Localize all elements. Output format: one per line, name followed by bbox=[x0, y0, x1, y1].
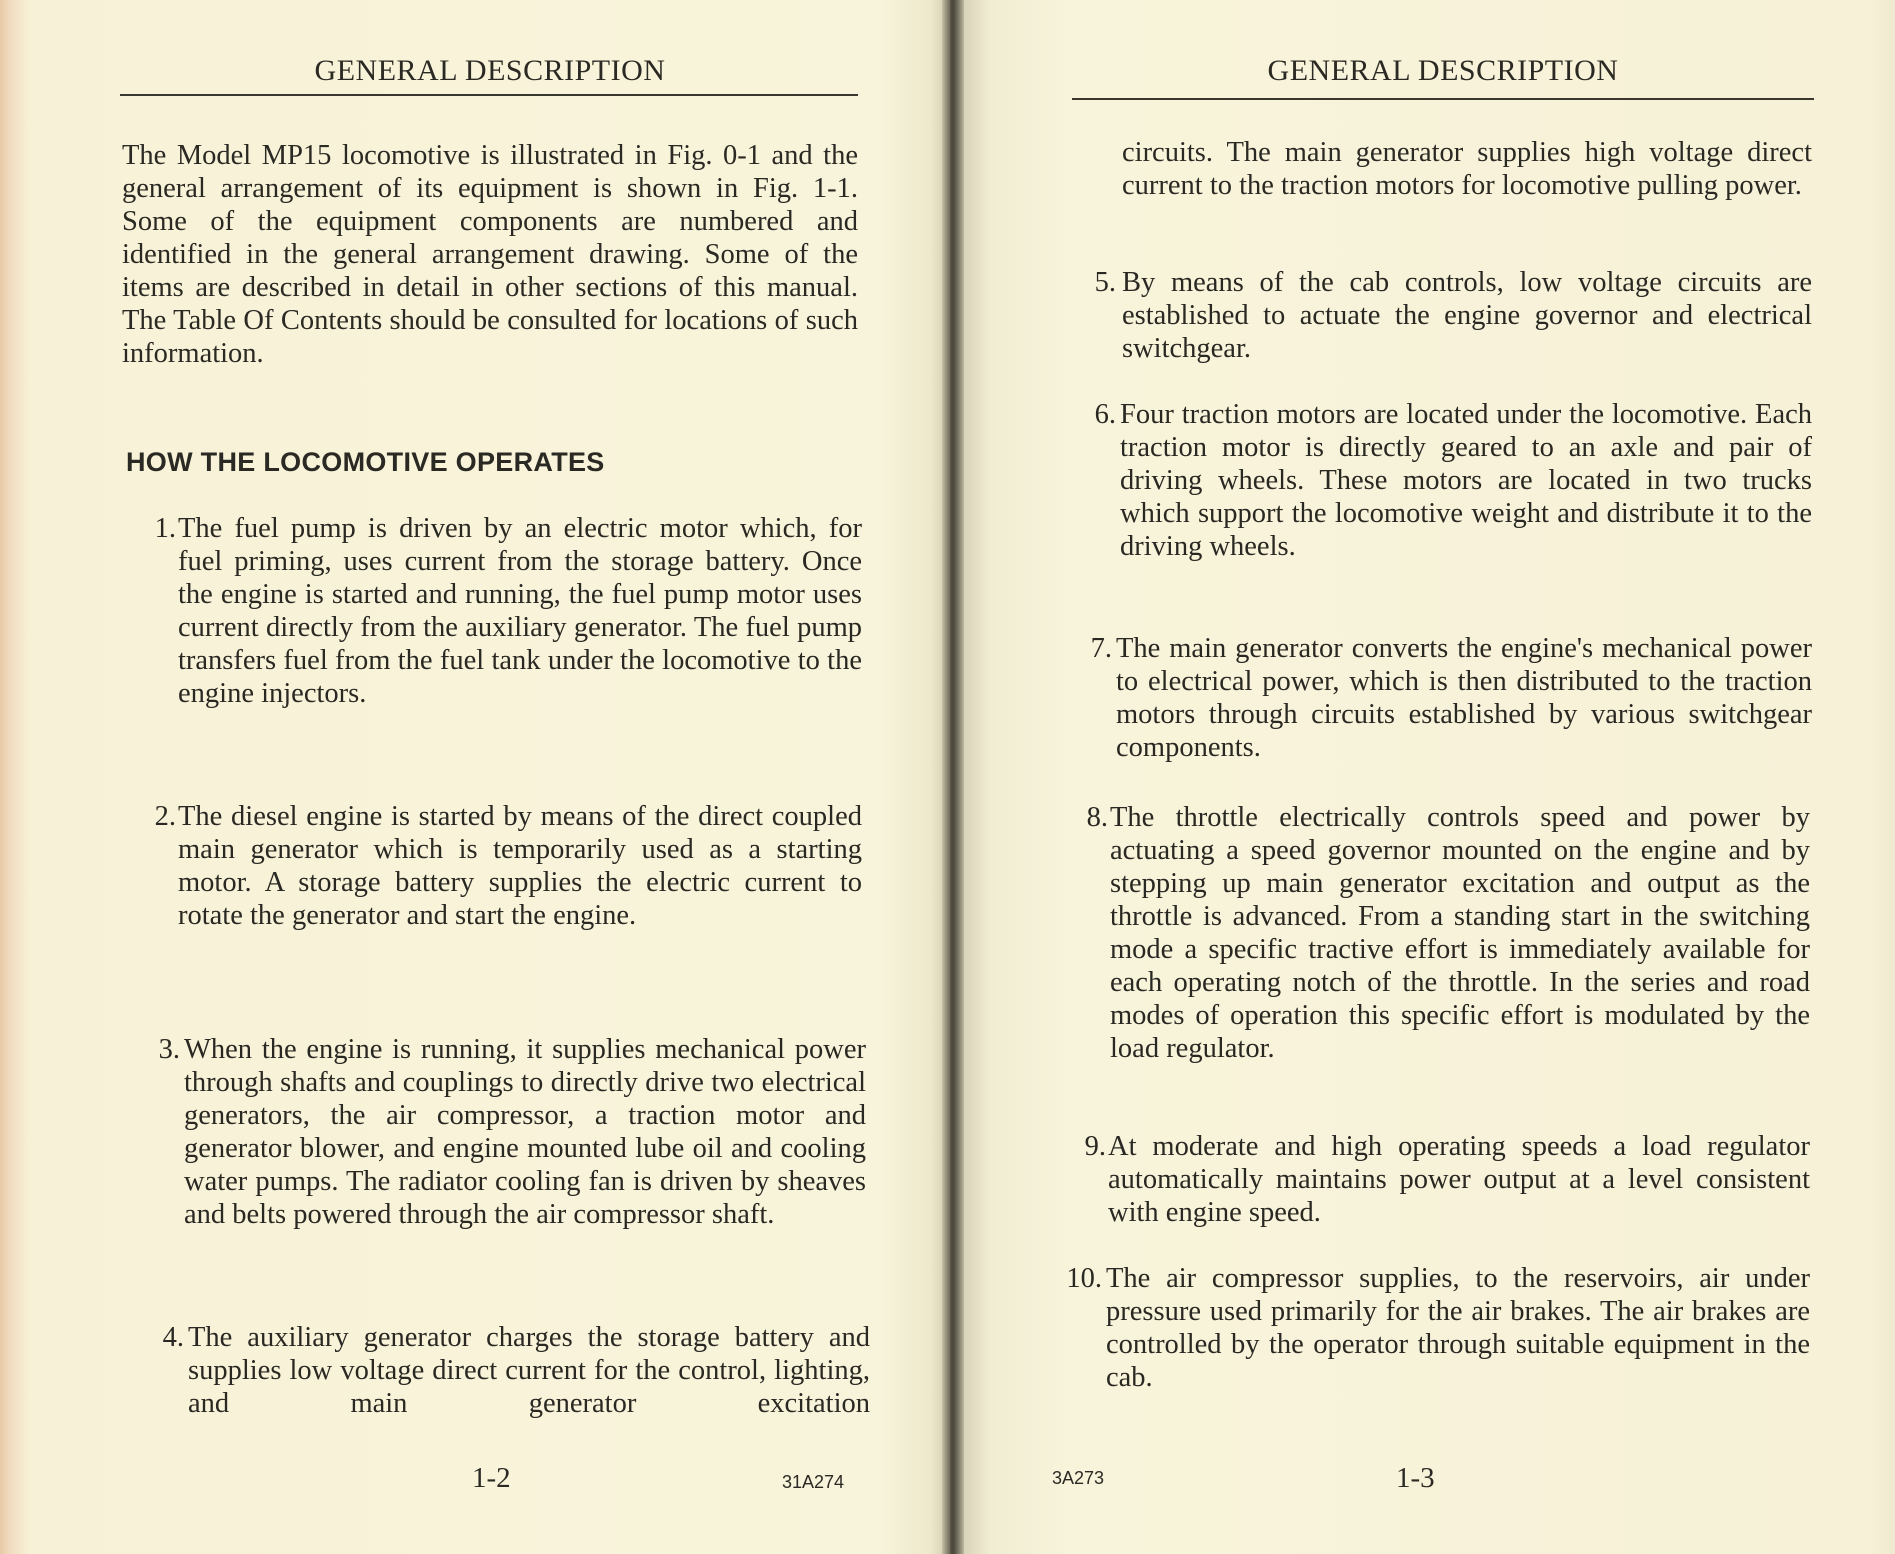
list-item-text: The auxiliary generator charges the storage battery and supplies low voltage direct current for the control, lighting, and main generator excitation bbox=[188, 1322, 870, 1419]
list-item-number: 7. bbox=[1090, 633, 1112, 664]
list-item-number: 10. bbox=[1066, 1263, 1102, 1294]
list-item-text: Four traction motors are located under the locomotive. Each traction motor is directly geared to an axle and pair of driving wheels. These motors are located in two trucks which support the locomotive weight and distribute it to the driving wheels. bbox=[1120, 399, 1812, 562]
list-item-text: The air compressor supplies, to the reservoirs, air under pressure used primarily for the air brakes. The air brakes are controlled by the operator through suitable equipment in the cab. bbox=[1106, 1263, 1810, 1393]
left-page-number: 1-2 bbox=[472, 1462, 511, 1494]
list-item-text: When the engine is running, it supplies mechanical power through shafts and couplings to directly drive two electrical generators, the air compressor, a traction motor and generator blower, and engine mounted lube oil and cooling water pumps. The radiator cooling fan is driven by sheaves and belts powered through the air compressor shaft. bbox=[184, 1034, 866, 1230]
list-item-number: 6. bbox=[1094, 399, 1116, 430]
list-item-text: By means of the cab controls, low voltage circuits are established to actuate the engine governor and electrical switchgear. bbox=[1122, 267, 1812, 364]
list-item-number: 5. bbox=[1094, 267, 1116, 298]
right-document-code: 3A273 bbox=[1052, 1468, 1105, 1488]
left-intro-paragraph: The Model MP15 locomotive is illustrated in Fig. 0-1 and the general arrangement of its equipment is shown in Fig. 1-1. Some of the equipment components are numbered and identified in the general arrangement drawing. Some of the items are described in detail in other sections of this manual. The Table Of Contents should be consulted for locations of such information. bbox=[122, 140, 858, 369]
book-gutter bbox=[942, 0, 964, 1554]
list-item-text: At moderate and high operating speeds a load regulator automatically maintains power output at a level consistent with engine speed. bbox=[1108, 1131, 1810, 1228]
list-item-text: The diesel engine is started by means of the direct coupled main generator which is temporarily used as a starting motor. A storage battery supplies the electric current to rotate the generator and start the engine. bbox=[178, 801, 862, 931]
list-item-text: The fuel pump is driven by an electric motor which, for fuel priming, uses current from the storage battery. Once the engine is started and running, the fuel pump motor uses current directly from the auxiliary generator. The fuel pump transfers fuel from the fuel tank under the locomotive to the engine injectors. bbox=[178, 513, 862, 709]
left-document-code: 31A274 bbox=[782, 1472, 845, 1492]
list-item-text: The main generator converts the engine's mechanical power to electrical power, which is then distributed to the traction motors through circuits established by various switchgear components. bbox=[1116, 633, 1812, 763]
list-item-number: 2. bbox=[154, 801, 176, 832]
list-item-number: 8. bbox=[1086, 802, 1108, 833]
right-running-head: GENERAL DESCRIPTION bbox=[1267, 54, 1619, 87]
list-item-text: The throttle electrically controls speed and power by actuating a speed governor mounted on the engine and by stepping up main generator excitation and output as the throttle is advanced. From a standing start in the switching mode a specific tractive effort is immediately available for each operating notch of the throttle. In the series and road modes of operation this specific effort is modulated by the load regulator. bbox=[1110, 802, 1810, 1064]
list-item-number: 9. bbox=[1084, 1131, 1106, 1162]
continuation-paragraph: circuits. The main generator supplies high voltage direct current to the traction motors for locomotive pulling power. bbox=[1122, 137, 1812, 201]
right-header-rule bbox=[1072, 98, 1814, 100]
right-page-number: 1-3 bbox=[1396, 1462, 1435, 1494]
list-item-number: 4. bbox=[162, 1322, 184, 1353]
left-running-head: GENERAL DESCRIPTION bbox=[314, 54, 666, 87]
left-header-rule bbox=[120, 94, 858, 96]
right-page bbox=[950, 0, 1895, 1554]
list-item-number: 1. bbox=[154, 513, 176, 544]
section-heading: HOW THE LOCOMOTIVE OPERATES bbox=[126, 447, 605, 477]
list-item-number: 3. bbox=[158, 1034, 180, 1065]
